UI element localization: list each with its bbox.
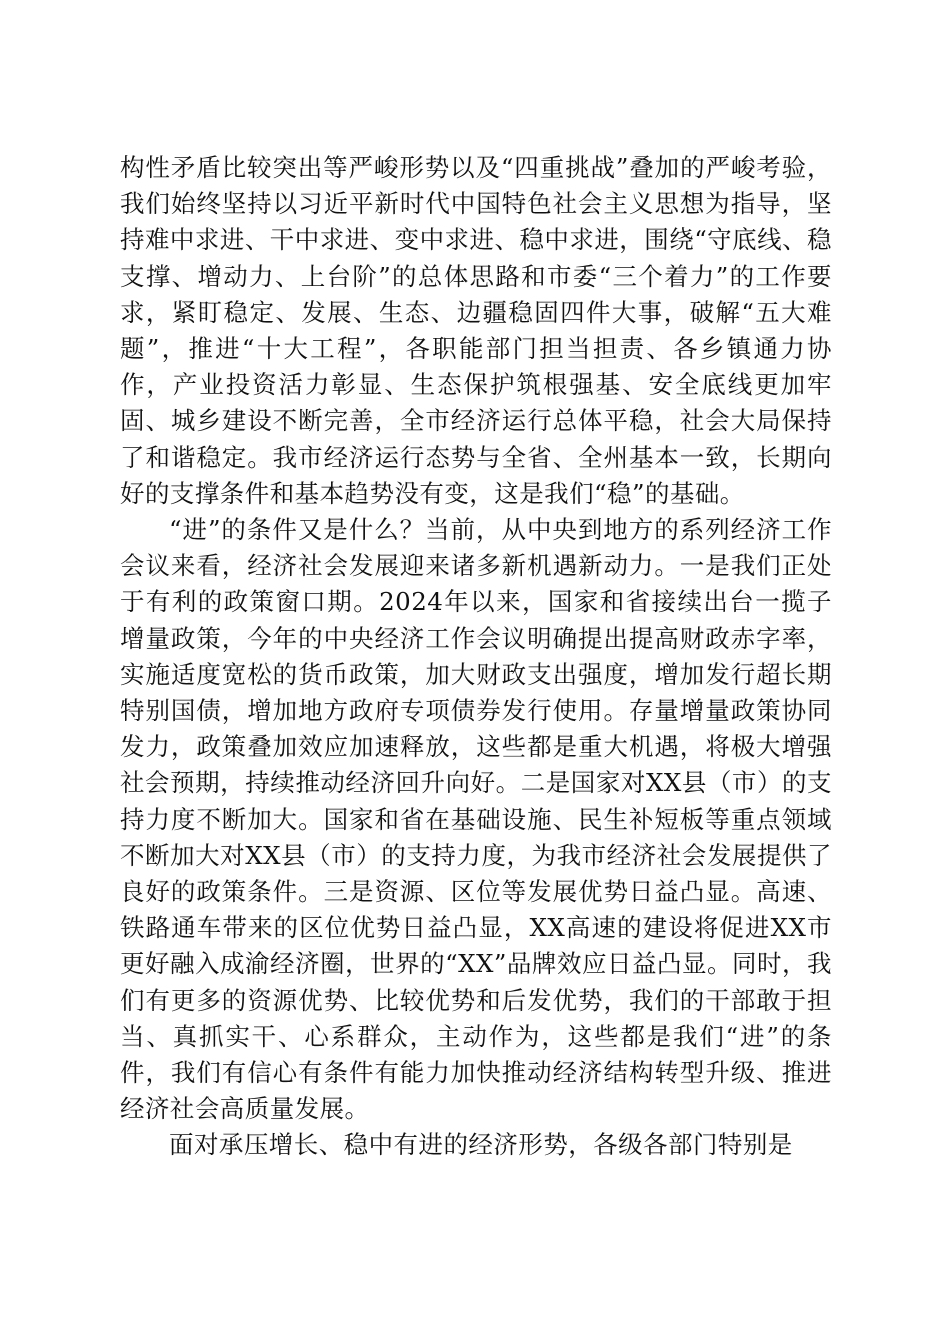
paragraph-stability-basis: 构性矛盾比较突出等严峻形势以及“四重挑战”叠加的严峻考验，我们始终坚持以习近平新时代中国特色社会主义思想为指导，坚持难中求进、干中求进、变中求进、稳中求进，围绕“守底线、稳支撑、增动力、上台阶”的总体思路和市委“三个着力”的工作要求，紧盯稳定、发展、生态、边疆稳固四件大事，破解“五大难题”，推进“十大工程”，各职能部门担当担责、各乡镇通力协作，产业投资活力彰显、生态保护筑根强基、安全底线更加牢固、城乡建设不断完善，全市经济运行总体平稳，社会大局保持了和谐稳定。我市经济运行态势与全省、全州基本一致，长期向好的支撑条件和基本趋势没有变，这是我们“稳”的基础。	[120, 153, 832, 508]
paragraph-progress-conditions: “进”的条件又是什么？当前，从中央到地方的系列经济工作会议来看，经济社会发展迎来诸多新机遇新动力。一是我们正处于有利的政策窗口期。2024年以来，国家和省接续出台一揽子增量政策，今年的中央经济工作会议明确提出提高财政赤字率，实施适度宽松的货币政策，加大财政支出强度，增加发行超长期特别国债，增加地方政府专项债券发行使用。存量增量政策协同发力，政策叠加效应加速释放，这些都是重大机遇，将极大增强社会预期，持续推动经济回升向好。二是国家对XX县（市）的支持力度不断加大。国家和省在基础设施、民生补短板等重点领域不断加大对XX县（市）的支持力度，为我市经济社会发展提供了良好的政策条件。三是资源、区位等发展优势日益凸显。高速、铁路通车带来的区位优势日益凸显，XX高速的建设将促进XX市更好融入成渝经济圈，世界的“XX”品牌效应日益凸显。同时，我们有更多的资源优势、比较优势和后发优势，我们的干部敢于担当、真抓实干、心系群众，主动作为，这些都是我们“进”的条件，我们有信心有条件有能力加快推动经济结构转型升级、推进经济社会高质量发展。	[120, 515, 832, 1124]
paragraph-economic-situation: 面对承压增长、稳中有进的经济形势，各级各部门特别是	[169, 1130, 793, 1160]
document-body	[120, 150, 832, 1164]
